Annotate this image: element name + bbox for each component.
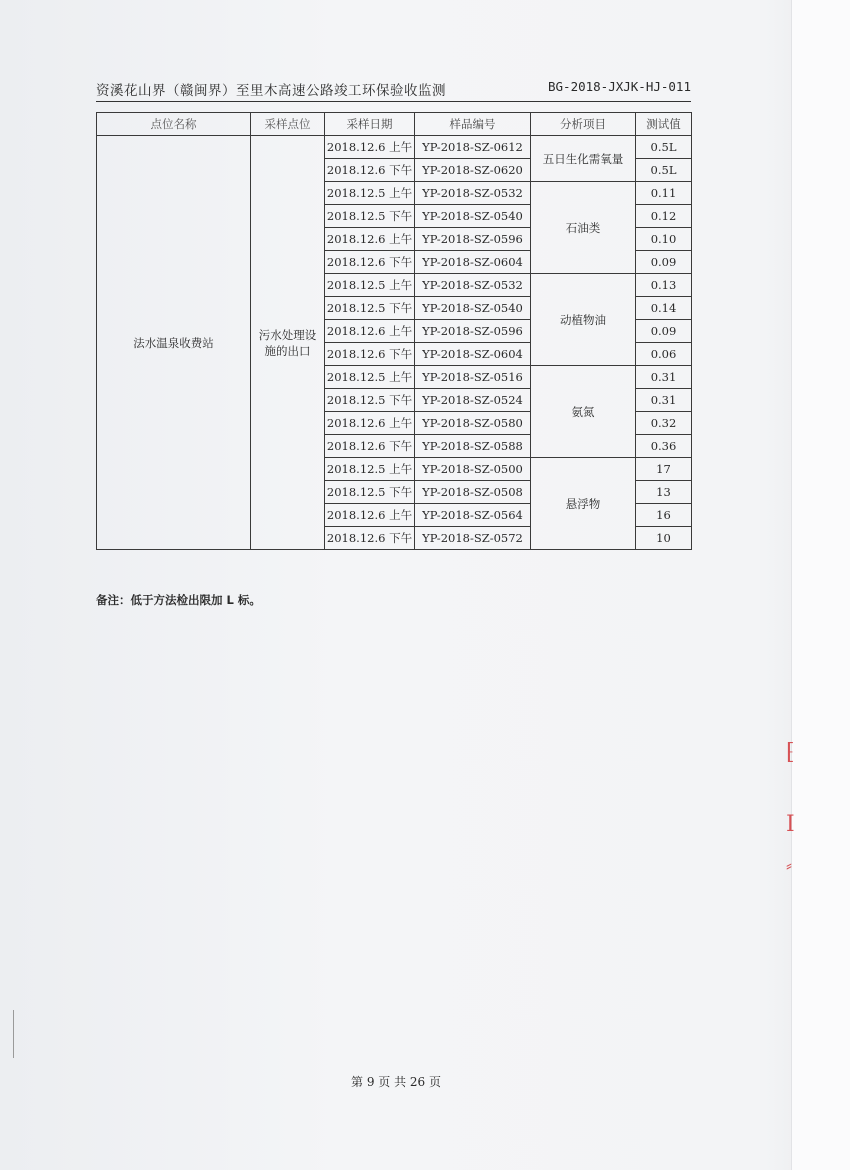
sample-id-cell: YP-2018-SZ-0604	[415, 251, 531, 274]
sample-id-cell: YP-2018-SZ-0540	[415, 297, 531, 320]
column-header: 样品编号	[415, 113, 531, 136]
seal-stamp-fragment: I	[786, 812, 795, 837]
sample-id-cell: YP-2018-SZ-0532	[415, 274, 531, 297]
sampling-date-cell: 2018.12.6 上午	[325, 412, 415, 435]
document-number: BG-2018-JXJK-HJ-011	[548, 79, 691, 94]
sampling-date-cell: 2018.12.6 下午	[325, 527, 415, 550]
sampling-date-cell: 2018.12.5 上午	[325, 182, 415, 205]
table-header-row	[97, 113, 692, 136]
test-value-cell: 0.32	[636, 412, 692, 435]
sampling-date-cell: 2018.12.6 下午	[325, 343, 415, 366]
remark-note: 备注：低于方法检出限加 L 标。	[96, 593, 261, 607]
sample-id-cell: YP-2018-SZ-0564	[415, 504, 531, 527]
binding-mark	[13, 1010, 14, 1058]
sample-id-cell: YP-2018-SZ-0540	[415, 205, 531, 228]
sampling-point-cell: 污水处理设施的出口	[251, 136, 325, 550]
header-rule	[96, 101, 691, 102]
column-header: 测试值	[636, 113, 692, 136]
sample-id-cell: YP-2018-SZ-0596	[415, 228, 531, 251]
seal-stamp-fragment: ⸗	[786, 855, 792, 876]
monitoring-table	[96, 112, 692, 550]
sample-id-cell: YP-2018-SZ-0588	[415, 435, 531, 458]
column-header: 点位名称	[97, 113, 251, 136]
sample-id-cell: YP-2018-SZ-0572	[415, 527, 531, 550]
sampling-date-cell: 2018.12.5 下午	[325, 389, 415, 412]
sample-id-cell: YP-2018-SZ-0524	[415, 389, 531, 412]
test-value-cell: 0.11	[636, 182, 692, 205]
test-value-cell: 10	[636, 527, 692, 550]
sampling-date-cell: 2018.12.6 上午	[325, 504, 415, 527]
sampling-date-cell: 2018.12.5 上午	[325, 366, 415, 389]
test-value-cell: 0.14	[636, 297, 692, 320]
seal-stamp-fragment: ⁅	[786, 740, 795, 765]
page-header	[96, 79, 691, 101]
test-value-cell: 0.12	[636, 205, 692, 228]
site-name-cell: 法水温泉收费站	[97, 136, 251, 550]
test-value-cell: 16	[636, 504, 692, 527]
sampling-date-cell: 2018.12.6 上午	[325, 228, 415, 251]
sample-id-cell: YP-2018-SZ-0508	[415, 481, 531, 504]
table-row	[97, 136, 692, 159]
analysis-item-cell: 动植物油	[531, 274, 636, 366]
sample-id-cell: YP-2018-SZ-0580	[415, 412, 531, 435]
sample-id-cell: YP-2018-SZ-0612	[415, 136, 531, 159]
column-header: 采样点位	[251, 113, 325, 136]
sampling-date-cell: 2018.12.6 下午	[325, 251, 415, 274]
sampling-date-cell: 2018.12.6 上午	[325, 320, 415, 343]
test-value-cell: 0.09	[636, 251, 692, 274]
test-value-cell: 0.06	[636, 343, 692, 366]
sampling-date-cell: 2018.12.5 下午	[325, 205, 415, 228]
sampling-date-cell: 2018.12.5 上午	[325, 274, 415, 297]
analysis-item-cell: 五日生化需氧量	[531, 136, 636, 182]
page-footer: 第 9 页 共 26 页	[351, 1075, 441, 1089]
sample-id-cell: YP-2018-SZ-0596	[415, 320, 531, 343]
column-header: 采样日期	[325, 113, 415, 136]
sampling-date-cell: 2018.12.6 上午	[325, 136, 415, 159]
page-edge	[791, 0, 850, 1170]
document-title: 资溪花山界（赣闽界）至里木高速公路竣工环保验收监测	[96, 83, 446, 99]
test-value-cell: 0.31	[636, 389, 692, 412]
sampling-date-cell: 2018.12.5 下午	[325, 297, 415, 320]
test-value-cell: 13	[636, 481, 692, 504]
sampling-date-cell: 2018.12.6 下午	[325, 159, 415, 182]
sampling-date-cell: 2018.12.5 下午	[325, 481, 415, 504]
test-value-cell: 0.09	[636, 320, 692, 343]
sample-id-cell: YP-2018-SZ-0620	[415, 159, 531, 182]
analysis-item-cell: 氨氮	[531, 366, 636, 458]
analysis-item-cell: 石油类	[531, 182, 636, 274]
test-value-cell: 0.31	[636, 366, 692, 389]
sample-id-cell: YP-2018-SZ-0604	[415, 343, 531, 366]
test-value-cell: 0.13	[636, 274, 692, 297]
test-value-cell: 0.36	[636, 435, 692, 458]
column-header: 分析项目	[531, 113, 636, 136]
analysis-item-cell: 悬浮物	[531, 458, 636, 550]
test-value-cell: 0.5L	[636, 136, 692, 159]
test-value-cell: 17	[636, 458, 692, 481]
sampling-date-cell: 2018.12.6 下午	[325, 435, 415, 458]
test-value-cell: 0.10	[636, 228, 692, 251]
sample-id-cell: YP-2018-SZ-0500	[415, 458, 531, 481]
sampling-date-cell: 2018.12.5 上午	[325, 458, 415, 481]
sample-id-cell: YP-2018-SZ-0516	[415, 366, 531, 389]
test-value-cell: 0.5L	[636, 159, 692, 182]
sample-id-cell: YP-2018-SZ-0532	[415, 182, 531, 205]
